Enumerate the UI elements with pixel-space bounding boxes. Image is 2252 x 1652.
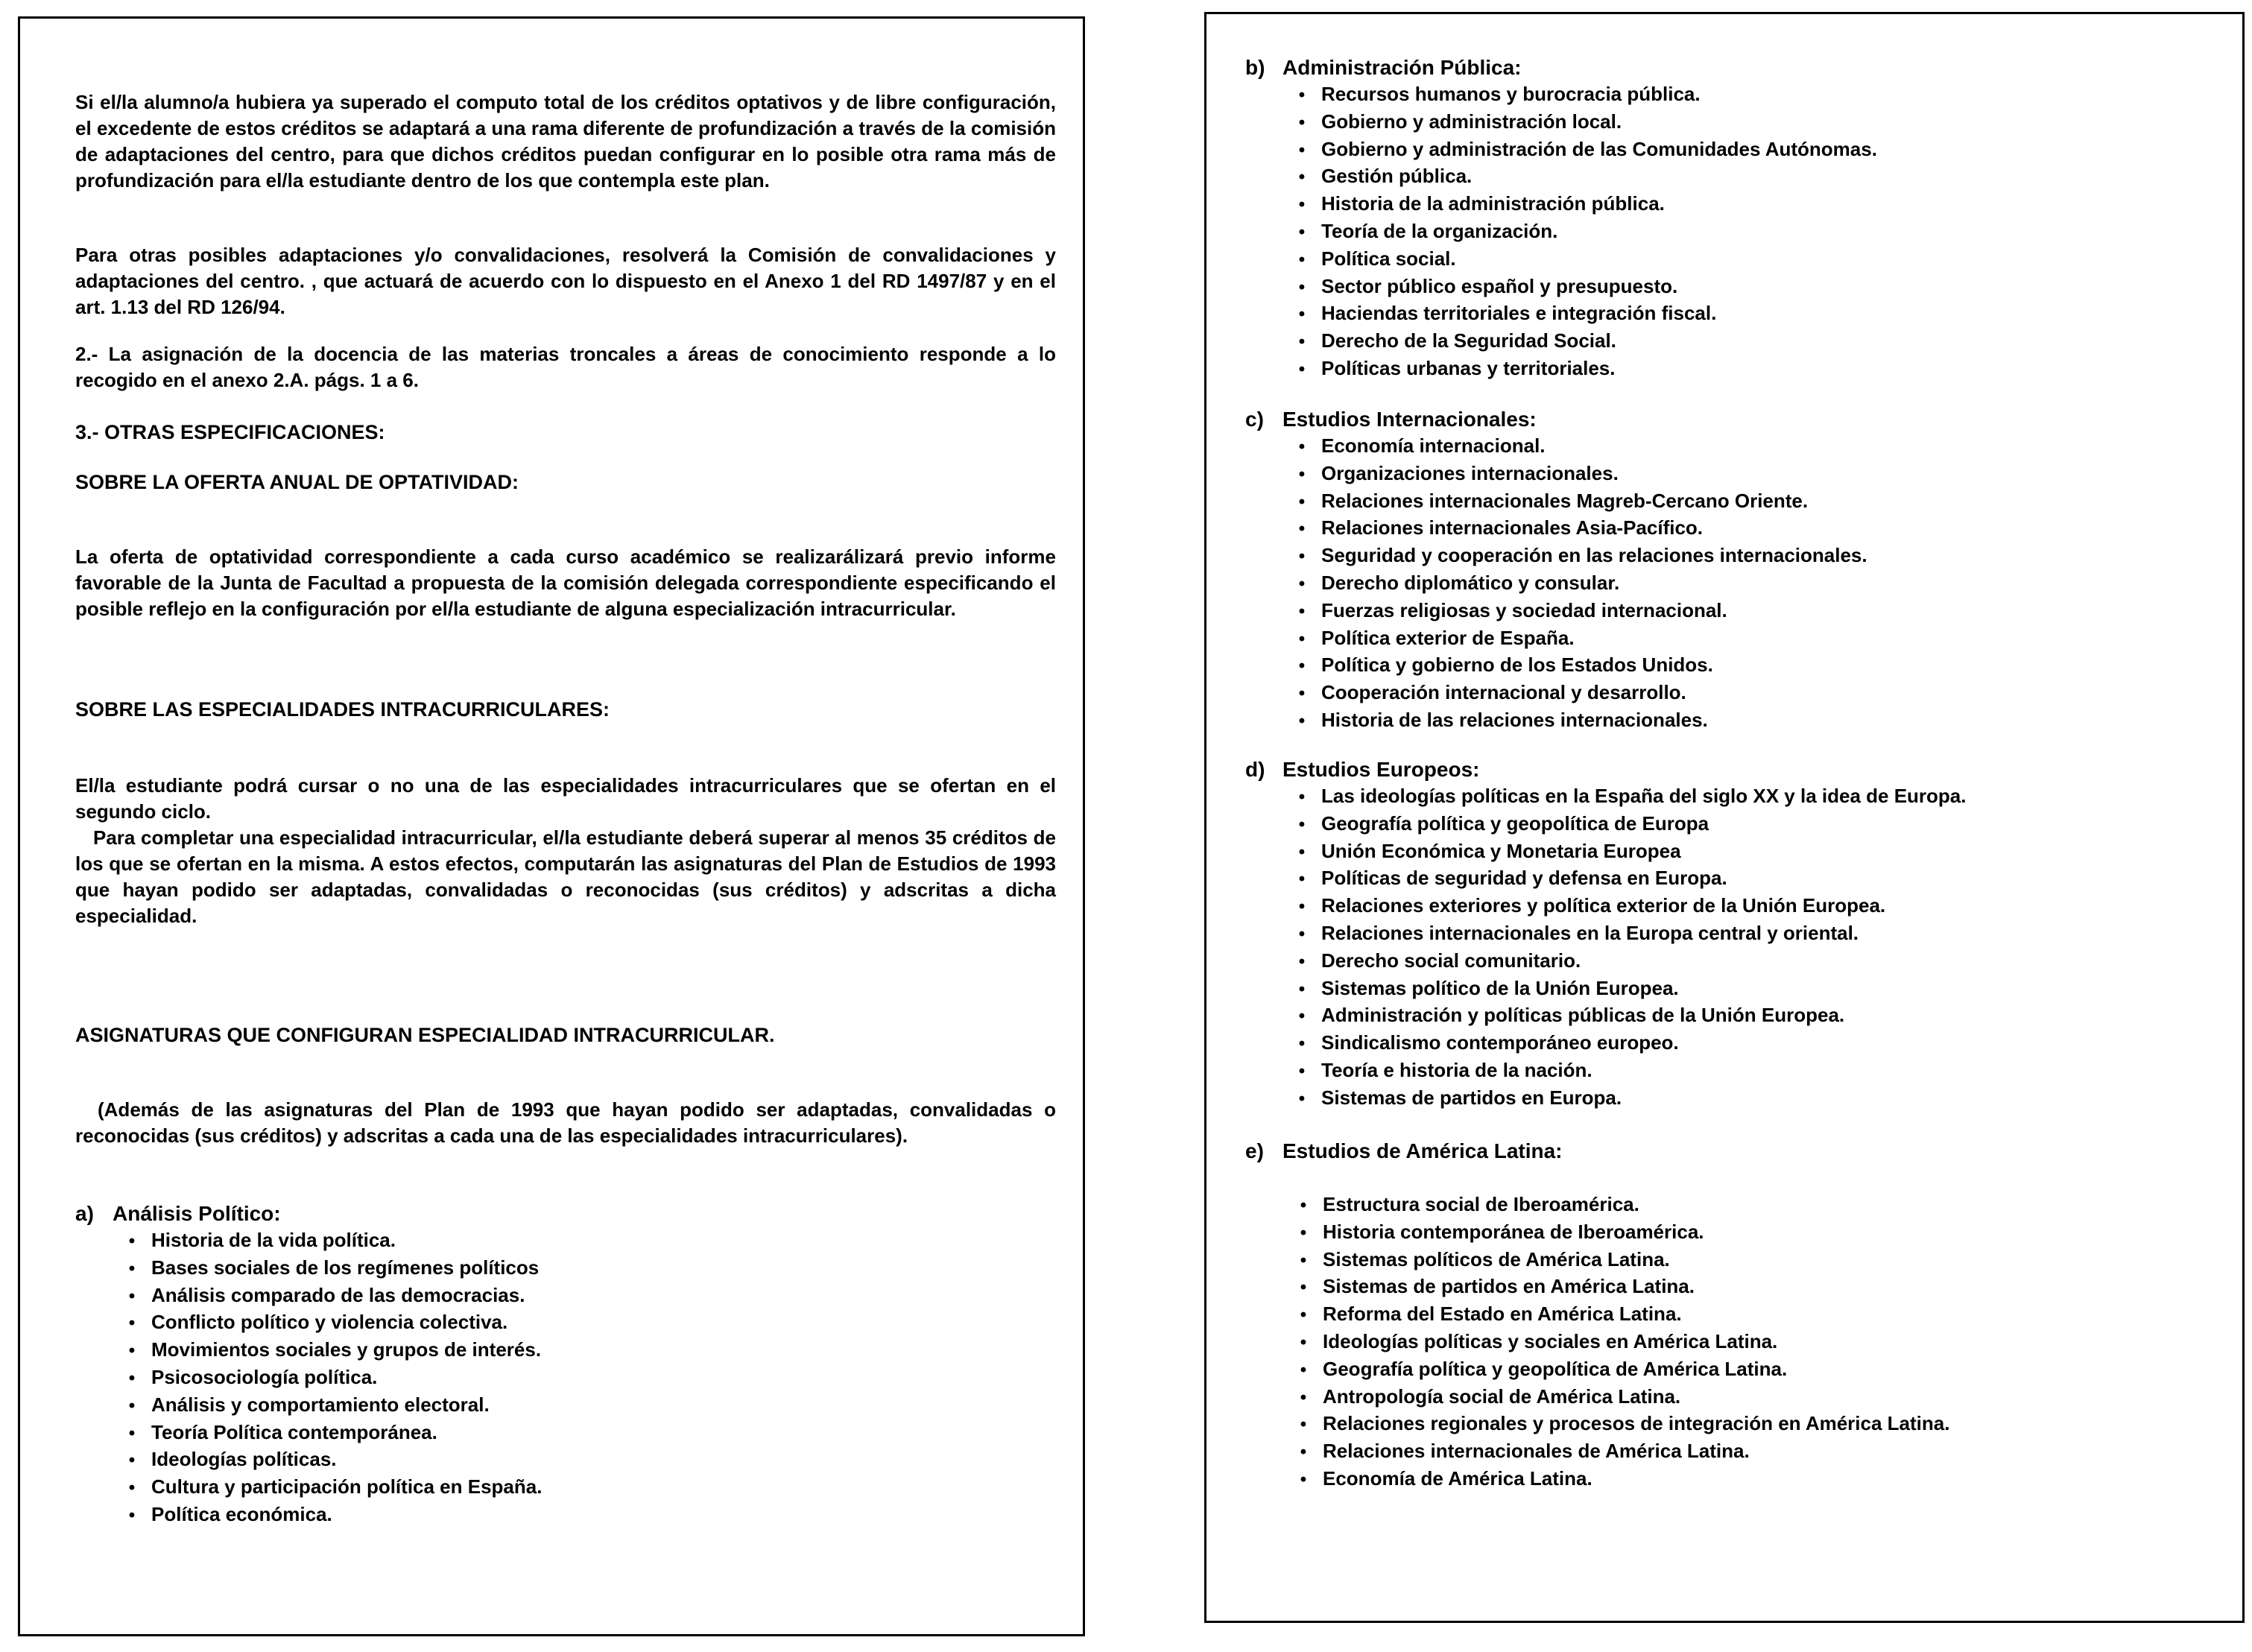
paragraph-annual-offer: La oferta de optatividad correspondiente a cada curso académico se realizarálizará previo informe favorable de la Junta de Facultad a propuesta de la comisión delegada correspondiente especificando el posible reflejo en la configuración por el/la estudiante de alguna especialización intracurricular. xyxy=(75,545,1056,620)
bullet-icon: • xyxy=(128,1367,136,1388)
list-item: • Teoría de la organización. xyxy=(1282,218,1877,246)
bullet-icon: • xyxy=(128,1504,136,1525)
bullet-icon: • xyxy=(128,1422,136,1443)
bullet-icon: • xyxy=(1298,1088,1306,1109)
list-item: • Economía internacional. xyxy=(1282,433,1867,461)
paragraph-subjects-note: (Además de las asignaturas del Plan de 1993 que hayan podido ser adaptadas, convalidadas o reconocidas (sus créditos) y adscritas a cada una de las especialidades intracurriculares). xyxy=(75,1098,1056,1147)
paragraph-teaching-assignment: 2.- La asignación de la docencia de las materias troncales a áreas de conocimiento responde a lo recogido en el anexo 2.A. págs. 1 a 6. xyxy=(75,343,1056,391)
bullet-icon: • xyxy=(1298,276,1306,297)
list-item: • Historia de la administración pública. xyxy=(1282,191,1877,218)
list-item: • Psicosociología política. xyxy=(113,1364,542,1392)
bullet-icon: • xyxy=(1300,1222,1307,1243)
subject-list xyxy=(1284,1191,1949,1493)
list-item: • Relaciones internacionales Asia-Pacífico. xyxy=(1282,515,1867,542)
section-name: Estudios de América Latina: xyxy=(1282,1139,1563,1162)
section-title xyxy=(1245,756,1967,783)
list-item: • Política exterior de España. xyxy=(1282,625,1867,653)
list-item: • Política económica. xyxy=(113,1501,542,1529)
section-a-political-analysis xyxy=(75,1200,542,1529)
heading-subjects: ASIGNATURAS QUE CONFIGURAN ESPECIALIDAD INTRACURRICULAR. xyxy=(75,1024,775,1046)
subject-list xyxy=(113,1227,542,1529)
bullet-icon: • xyxy=(128,1395,136,1416)
list-item: • Relaciones internacionales en la Europa central y oriental. xyxy=(1282,920,1967,948)
section-name: Estudios Europeos: xyxy=(1282,758,1480,781)
list-item: • Sistemas de partidos en América Latina. xyxy=(1284,1273,1949,1301)
list-item: • Recursos humanos y burocracia pública. xyxy=(1282,81,1877,109)
list-item: • Cultura y participación política en España. xyxy=(113,1474,542,1501)
bullet-icon: • xyxy=(1300,1469,1307,1490)
bullet-icon: • xyxy=(1298,978,1306,999)
paragraph-specialities-credits: Para completar una especialidad intracurricular, el/la estudiante deberá superar al menos 35 créditos de los que se ofertan en la misma. A estos efectos, computarán las asignaturas del Plan de Estudios de 1993 que hayan podido ser adaptadas, convalidadas o reconocidas (sus créditos) y adscritas a dicha especialidad. xyxy=(75,826,1056,927)
bullet-icon: • xyxy=(1300,1332,1307,1352)
bullet-icon: • xyxy=(128,1285,136,1306)
list-item: • Derecho diplomático y consular. xyxy=(1282,570,1867,598)
list-item: • Geografía política y geopolítica de América Latina. xyxy=(1284,1356,1949,1384)
bullet-icon: • xyxy=(1298,951,1306,972)
section-title xyxy=(1245,406,1867,433)
section-title xyxy=(1245,54,1877,81)
bullet-icon: • xyxy=(1298,814,1306,835)
subject-list xyxy=(1282,81,1877,383)
list-item: • Gobierno y administración local. xyxy=(1282,109,1877,136)
list-item: • Historia de las relaciones internacionales. xyxy=(1282,707,1867,735)
list-item: • Relaciones internacionales de América Latina. xyxy=(1284,1438,1949,1466)
list-item: • Derecho social comunitario. xyxy=(1282,948,1967,975)
section-d-european-studies xyxy=(1245,756,1967,1113)
list-item: • Historia de la vida política. xyxy=(113,1227,542,1255)
section-title xyxy=(75,1200,542,1227)
list-item: • Sector público español y presupuesto. xyxy=(1282,273,1877,301)
bullet-icon: • xyxy=(1298,304,1306,325)
heading-specialities: SOBRE LAS ESPECIALIDADES INTRACURRICULARES: xyxy=(75,698,610,721)
list-item: • Unión Económica y Monetaria Europea xyxy=(1282,838,1967,866)
bullet-icon: • xyxy=(1298,1006,1306,1027)
bullet-icon: • xyxy=(1298,167,1306,188)
list-item: • Haciendas territoriales e integración fiscal. xyxy=(1282,300,1877,328)
bullet-icon: • xyxy=(1300,1250,1307,1270)
bullet-icon: • xyxy=(1298,139,1306,160)
list-item: • Historia contemporánea de Iberoamérica. xyxy=(1284,1219,1949,1247)
section-name: Administración Pública: xyxy=(1282,56,1522,79)
bullet-icon: • xyxy=(1300,1305,1307,1326)
bullet-icon: • xyxy=(1300,1359,1307,1380)
bullet-icon: • xyxy=(1298,841,1306,862)
list-item: • Organizaciones internacionales. xyxy=(1282,461,1867,488)
heading-other-specifications: 3.- OTRAS ESPECIFICACIONES: xyxy=(75,421,385,443)
bullet-icon: • xyxy=(1298,546,1306,567)
list-item: • Políticas de seguridad y defensa en Europa. xyxy=(1282,865,1967,893)
bullet-icon: • xyxy=(1298,683,1306,704)
paragraph-excess-credits: Si el/la alumno/a hubiera ya superado el computo total de los créditos optativos y de libre configuración, el excedente de estos créditos se adaptará a una rama diferente de profundización a través de la comisión de adaptaciones del centro, para que dichos créditos puedan configurar en lo posible otra rama más de profundización para el/la estudiante dentro de los que contempla este plan. xyxy=(75,91,1056,192)
bullet-icon: • xyxy=(1300,1414,1307,1435)
list-item: • Derecho de la Seguridad Social. xyxy=(1282,328,1877,355)
bullet-icon: • xyxy=(1298,437,1306,457)
bullet-icon: • xyxy=(128,1478,136,1498)
list-item: • Las ideologías políticas en la España del siglo XX y la idea de Europa. xyxy=(1282,783,1967,811)
section-letter: b) xyxy=(1245,56,1265,79)
bullet-icon: • xyxy=(1298,112,1306,133)
bullet-icon: • xyxy=(1298,332,1306,352)
paragraph-specialities-choice: El/la estudiante podrá cursar o no una de las especialidades intracurriculares que se ofertan en el segundo ciclo. xyxy=(75,774,1056,823)
bullet-icon: • xyxy=(1298,1060,1306,1081)
section-letter: d) xyxy=(1245,758,1265,781)
bullet-icon: • xyxy=(1298,896,1306,917)
bullet-icon: • xyxy=(1298,573,1306,594)
bullet-icon: • xyxy=(1298,221,1306,242)
bullet-icon: • xyxy=(1300,1277,1307,1298)
bullet-icon: • xyxy=(1298,463,1306,484)
bullet-icon: • xyxy=(1298,194,1306,215)
list-item: • Antropología social de América Latina. xyxy=(1284,1384,1949,1411)
list-item: • Seguridad y cooperación en las relaciones internacionales. xyxy=(1282,542,1867,570)
list-item: • Cooperación internacional y desarrollo. xyxy=(1282,680,1867,707)
list-item: • Movimientos sociales y grupos de interés. xyxy=(113,1337,542,1364)
bullet-icon: • xyxy=(1298,249,1306,270)
list-item: • Políticas urbanas y territoriales. xyxy=(1282,355,1877,383)
section-e-latin-america-studies xyxy=(1245,1138,1949,1493)
list-item: • Geografía política y geopolítica de Europa xyxy=(1282,811,1967,838)
list-item: • Política y gobierno de los Estados Unidos. xyxy=(1282,652,1867,680)
bullet-icon: • xyxy=(128,1450,136,1471)
list-item: • Análisis comparado de las democracias. xyxy=(113,1282,542,1310)
bullet-icon: • xyxy=(128,1231,136,1251)
list-item: • Análisis y comportamiento electoral. xyxy=(113,1392,542,1420)
bullet-icon: • xyxy=(128,1341,136,1361)
list-item: • Sindicalismo contemporáneo europeo. xyxy=(1282,1030,1967,1057)
section-letter: a) xyxy=(75,1202,94,1225)
list-item: • Fuerzas religiosas y sociedad internacional. xyxy=(1282,598,1867,625)
section-name: Estudios Internacionales: xyxy=(1282,408,1537,431)
bullet-icon: • xyxy=(1298,656,1306,677)
list-item: • Sistemas de partidos en Europa. xyxy=(1282,1085,1967,1113)
section-c-international-studies xyxy=(1245,406,1867,735)
heading-annual-offer: SOBRE LA OFERTA ANUAL DE OPTATIVIDAD: xyxy=(75,471,519,493)
list-item: • Administración y políticas públicas de la Unión Europea. xyxy=(1282,1002,1967,1030)
list-item: • Política social. xyxy=(1282,246,1877,273)
subject-list xyxy=(1282,783,1967,1113)
list-item: • Relaciones internacionales Magreb-Cercano Oriente. xyxy=(1282,488,1867,516)
list-item: • Estructura social de Iberoamérica. xyxy=(1284,1191,1949,1219)
list-item: • Relaciones regionales y procesos de integración en América Latina. xyxy=(1284,1411,1949,1438)
section-name: Análisis Político: xyxy=(113,1202,281,1225)
paragraph-other-adaptations: Para otras posibles adaptaciones y/o convalidaciones, resolverá la Comisión de convalidaciones y adaptaciones del centro. , que actuará de acuerdo con lo dispuesto en el Anexo 1 del RD 1497/87 y en el art. 1.13 del RD 126/94. xyxy=(75,244,1056,318)
section-b-public-administration xyxy=(1245,54,1877,383)
bullet-icon: • xyxy=(1298,710,1306,731)
right-page xyxy=(1204,12,2245,1623)
bullet-icon: • xyxy=(1300,1195,1307,1215)
left-page xyxy=(18,16,1085,1636)
list-item: • Sistemas políticos de América Latina. xyxy=(1284,1247,1949,1274)
list-item: • Gestión pública. xyxy=(1282,163,1877,191)
bullet-icon: • xyxy=(1298,1034,1306,1054)
list-item: • Teoría Política contemporánea. xyxy=(113,1420,542,1447)
list-item: • Ideologías políticas y sociales en América Latina. xyxy=(1284,1329,1949,1356)
list-item: • Ideologías políticas. xyxy=(113,1446,542,1474)
bullet-icon: • xyxy=(1300,1442,1307,1463)
bullet-icon: • xyxy=(1298,923,1306,944)
bullet-icon: • xyxy=(1298,85,1306,105)
bullet-icon: • xyxy=(1298,787,1306,807)
bullet-icon: • xyxy=(1298,869,1306,890)
list-item: • Bases sociales de los regímenes políticos xyxy=(113,1255,542,1282)
list-item: • Economía de América Latina. xyxy=(1284,1466,1949,1493)
bullet-icon: • xyxy=(1298,491,1306,512)
list-item: • Teoría e historia de la nación. xyxy=(1282,1057,1967,1085)
bullet-icon: • xyxy=(1298,519,1306,539)
list-item: • Conflicto político y violencia colectiva. xyxy=(113,1309,542,1337)
list-item: • Gobierno y administración de las Comunidades Autónomas. xyxy=(1282,136,1877,164)
bullet-icon: • xyxy=(1298,628,1306,649)
subject-list xyxy=(1282,433,1867,735)
bullet-icon: • xyxy=(128,1313,136,1334)
section-letter: e) xyxy=(1245,1139,1264,1162)
list-item: • Reforma del Estado en América Latina. xyxy=(1284,1301,1949,1329)
bullet-icon: • xyxy=(1298,601,1306,621)
list-item: • Relaciones exteriores y política exterior de la Unión Europea. xyxy=(1282,893,1967,920)
section-title xyxy=(1245,1138,1949,1165)
bullet-icon: • xyxy=(128,1258,136,1279)
list-item: • Sistemas político de la Unión Europea. xyxy=(1282,975,1967,1003)
bullet-icon: • xyxy=(1298,358,1306,379)
bullet-icon: • xyxy=(1300,1387,1307,1408)
section-letter: c) xyxy=(1245,408,1264,431)
